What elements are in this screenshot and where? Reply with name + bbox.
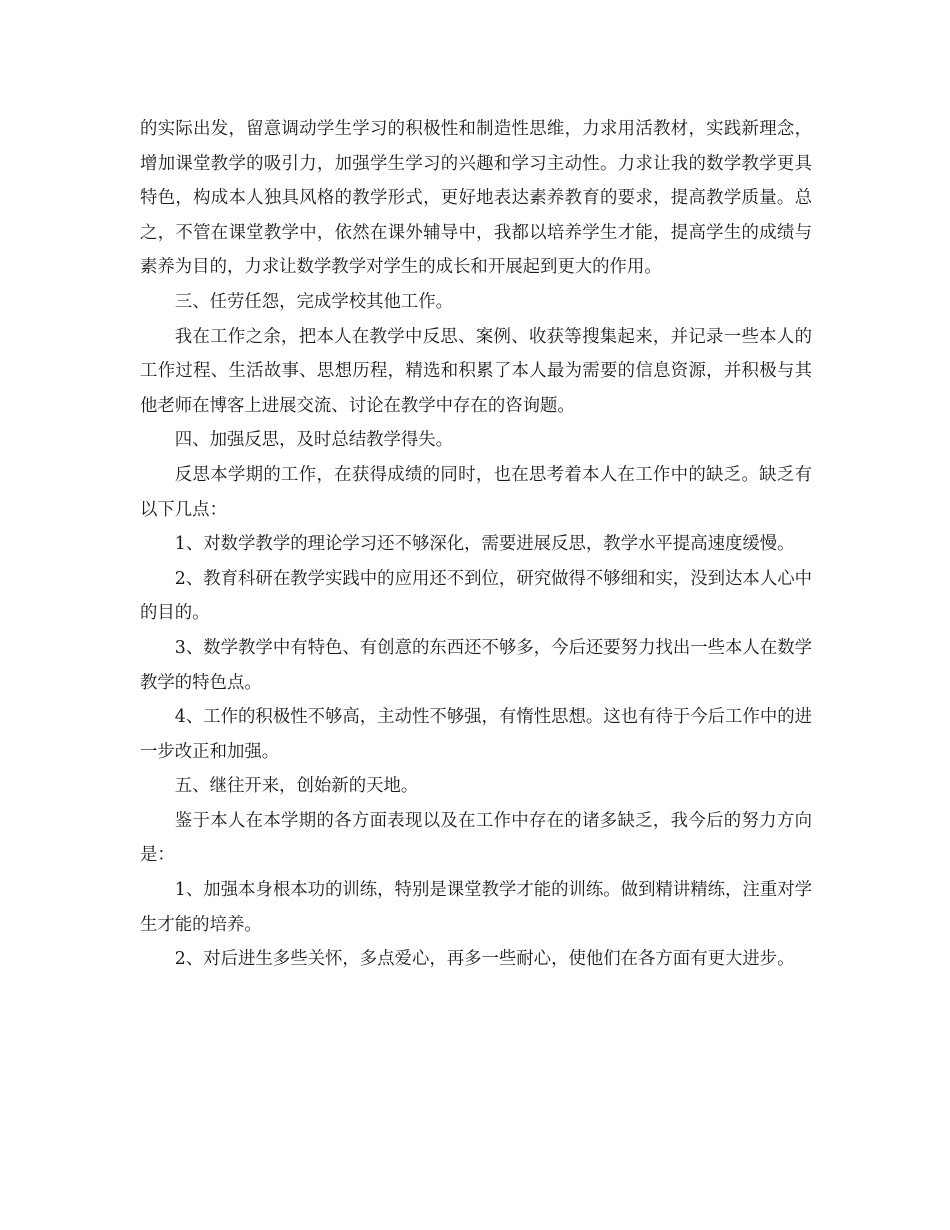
shortcoming-item-3: 3、数学教学中有特色、有创意的东西还不够多，今后还要努力找出一些本人在数学教学的特色点。 <box>140 637 812 693</box>
paragraph-reflection: 反思本学期的工作，在获得成绩的同时，也在思考着本人在工作中的缺乏。缺乏有以下几点： <box>140 464 812 520</box>
direction-item-1: 1、加强本身根本功的训练，特别是课堂教学才能的训练。做到精讲精练，注重对学生才能的培养。 <box>140 880 812 935</box>
shortcoming-item-4: 4、工作的积极性不够高，主动性不够强，有惰性思想。这也有待于今后工作中的进一步改正和加强。 <box>140 707 812 762</box>
paragraph-future-direction: 鉴于本人在本学期的各方面表现以及在工作中存在的诸多缺乏，我今后的努力方向是： <box>140 810 812 866</box>
shortcoming-item-1: 1、对数学教学的理论学习还不够深化，需要进展反思，教学水平提高速度缓慢。 <box>174 534 795 555</box>
paragraph-work-summary: 我在工作之余，把本人在教学中反思、案例、收获等搜集起来，并记录一些本人的工作过程、生活故事、思想历程，精选和积累了本人最为需要的信息资源，并积极与其他老师在博客上进展交流、讨论在教学中存在的咨询题。 <box>140 326 812 416</box>
section-heading-4: 四、加强反思，及时总结教学得失。 <box>174 430 454 451</box>
section-heading-3: 三、任劳任怨，完成学校其他工作。 <box>174 291 454 312</box>
direction-item-2: 2、对后进生多些关怀，多点爱心，再多一些耐心，使他们在各方面有更大进步。 <box>174 949 795 970</box>
document-page <box>140 112 812 977</box>
shortcoming-item-2: 2、教育科研在教学实践中的应用还不到位，研究做得不够细和实，没到达本人心中的目的。 <box>140 568 812 624</box>
section-heading-5: 五、继往开来，创始新的天地。 <box>174 776 419 797</box>
paragraph-intro-continuation: 的实际出发，留意调动学生学习的积极性和制造性思维，力求用活教材，实践新理念，增加课堂教学的吸引力，加强学生学习的兴趣和学习主动性。力求让我的数学教学更具特色，构成本人独具风格的教学形式，更好地表达素养教育的要求，提高教学质量。总之，不管在课堂教学中，依然在课外辅导中，我都以培养学生才能，提高学生的成绩与素养为目的，力求让数学教学对学生的成长和开展起到更大的作用。 <box>140 119 812 278</box>
